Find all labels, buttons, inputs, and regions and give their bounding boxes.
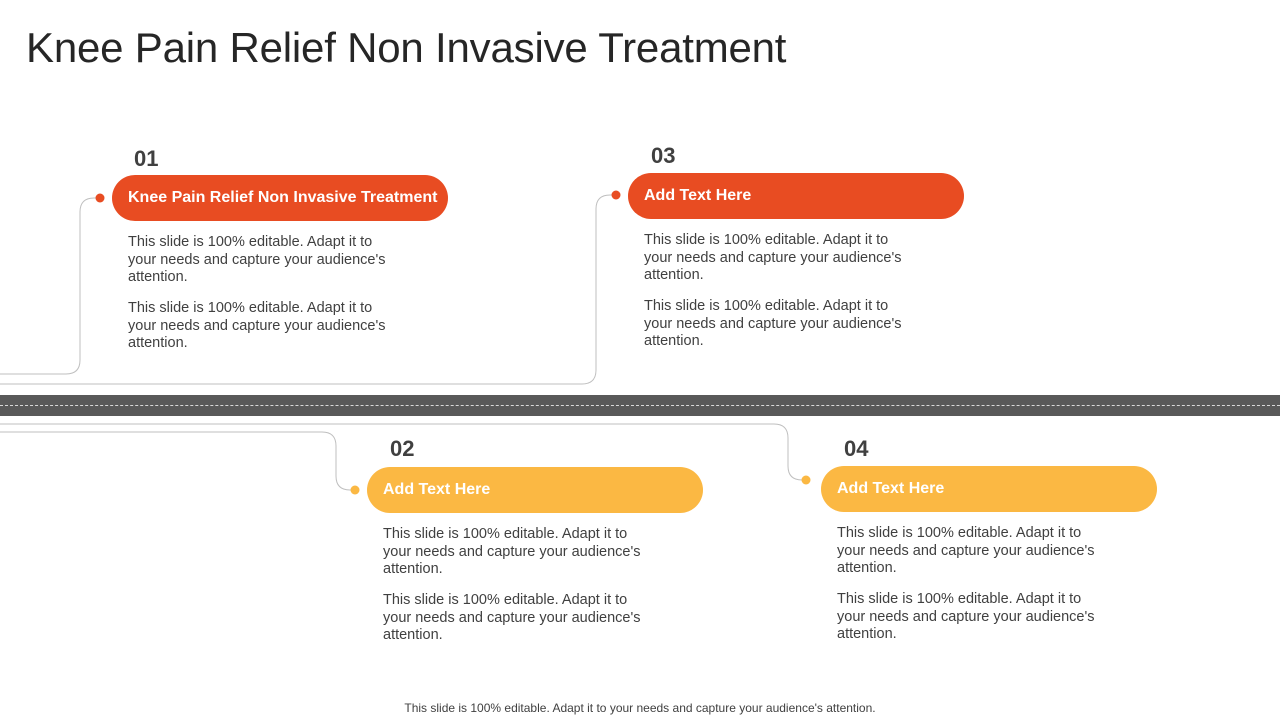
- step-04-paragraph-2: This slide is 100% editable. Adapt it to your needs and capture your audience's attention.: [837, 591, 1095, 642]
- step-03-paragraph-2: This slide is 100% editable. Adapt it to your needs and capture your audience's attention.: [644, 298, 902, 349]
- step-01-paragraph-2: This slide is 100% editable. Adapt it to your needs and capture your audience's attention.: [128, 300, 386, 351]
- step-heading-01: Knee Pain Relief Non Invasive Treatment: [112, 175, 448, 221]
- step-number-02: 02: [390, 436, 415, 461]
- road-divider: [0, 395, 1280, 416]
- road-lane-dashes: [0, 405, 1280, 406]
- connector-line-02: [0, 432, 355, 490]
- step-number-01: 01: [134, 146, 159, 171]
- connector-dot-03: [612, 191, 621, 200]
- step-heading-02: Add Text Here: [367, 467, 703, 513]
- step-number-04: 04: [844, 436, 869, 461]
- step-number-03: 03: [651, 143, 676, 168]
- connector-dot-04: [802, 476, 811, 485]
- connector-dot-02: [351, 486, 360, 495]
- step-02-paragraph-1: This slide is 100% editable. Adapt it to your needs and capture your audience's attention.: [383, 526, 641, 577]
- slide-title: Knee Pain Relief Non Invasive Treatment: [26, 24, 787, 71]
- connector-line-03: [0, 195, 616, 384]
- step-heading-04: Add Text Here: [821, 466, 1157, 512]
- step-01-paragraph-1: This slide is 100% editable. Adapt it to your needs and capture your audience's attention.: [128, 234, 386, 285]
- step-02-paragraph-2: This slide is 100% editable. Adapt it to your needs and capture your audience's attention.: [383, 592, 641, 643]
- step-03-paragraph-1: This slide is 100% editable. Adapt it to your needs and capture your audience's attention.: [644, 232, 902, 283]
- connector-dot-01: [96, 194, 105, 203]
- connector-line-01: [0, 198, 100, 374]
- step-04-paragraph-1: This slide is 100% editable. Adapt it to your needs and capture your audience's attention.: [837, 525, 1095, 576]
- step-heading-03: Add Text Here: [628, 173, 964, 219]
- slide-footer-note: This slide is 100% editable. Adapt it to your needs and capture your audience's attention.: [404, 701, 876, 715]
